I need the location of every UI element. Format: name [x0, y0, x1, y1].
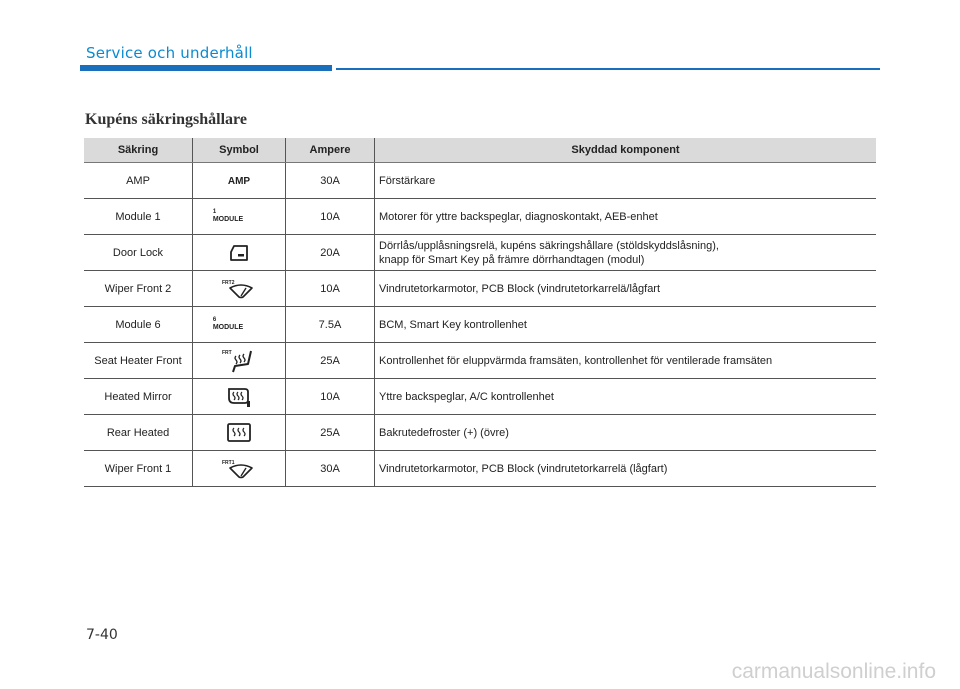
fuse-ampere: 30A: [286, 163, 375, 199]
fuse-ampere: 20A: [286, 235, 375, 271]
heated-mirror-icon: [225, 386, 253, 408]
module-text: MODULE: [212, 216, 244, 223]
table-row: [84, 415, 876, 451]
component-line: Förstärkare: [379, 174, 436, 187]
table-row: [84, 163, 876, 199]
component-line: Dörrlås/upplåsningsrelä, kupéns säkringshållare (stöldskyddslåsning),: [379, 239, 719, 252]
seat-heater-icon: [221, 348, 257, 374]
fuse-component: [375, 379, 877, 415]
table-row: [84, 307, 876, 343]
fuse-name: Seat Heater Front: [84, 343, 193, 379]
table-row: [84, 271, 876, 307]
fuse-name: Door Lock: [84, 235, 193, 271]
component-line: Kontrollenhet för eluppvärmda framsäten, kontrollenhet för ventilerade framsäten: [379, 354, 773, 367]
fuse-component: [375, 235, 877, 271]
module-label: [213, 209, 243, 223]
component-line: Bakrutedefroster (+) (övre): [379, 426, 509, 439]
column-header-component: Skyddad komponent: [375, 138, 877, 163]
fuse-symbol: [193, 343, 286, 379]
page-number: 7-40: [86, 627, 118, 643]
table-row: [84, 199, 876, 235]
wiper-icon: [221, 278, 257, 300]
rear-defrost-icon: [225, 422, 253, 444]
component-line: Vindrutetorkarmotor, PCB Block (vindrutetorkarrelä/lågfart: [379, 282, 661, 295]
wiper-tag: FRT2: [222, 279, 235, 286]
fuse-component: [375, 343, 877, 379]
fuse-ampere: 30A: [286, 451, 375, 487]
fuse-name: AMP: [84, 163, 193, 199]
fuse-symbol: [193, 199, 286, 235]
column-header-ampere: Ampere: [286, 138, 375, 163]
column-header-fuse: Säkring: [84, 138, 193, 163]
module-number: 1: [212, 209, 217, 215]
fuse-name: Module 6: [84, 307, 193, 343]
door-lock-icon: [228, 244, 250, 262]
wiper-tag: FRT1: [222, 459, 235, 466]
watermark-text: carmanualsonline.info: [731, 660, 936, 683]
table-row: [84, 379, 876, 415]
column-header-symbol: Symbol: [193, 138, 286, 163]
component-line: Motorer för yttre backspeglar, diagnoskontakt, AEB-enhet: [379, 210, 658, 223]
module-label: [213, 317, 243, 331]
wiper-icon: [221, 458, 257, 480]
fuse-table: [84, 138, 876, 487]
fuse-symbol: [193, 235, 286, 271]
section-title: Service och underhåll: [86, 44, 253, 62]
table-header-row: [84, 138, 876, 163]
seat-heater-tag: FRT: [222, 349, 232, 356]
module-number: 6: [212, 317, 217, 323]
fuse-symbol: [193, 307, 286, 343]
fuse-ampere: 7.5A: [286, 307, 375, 343]
fuse-symbol: [193, 415, 286, 451]
fuse-ampere: 10A: [286, 271, 375, 307]
component-line: BCM, Smart Key kontrollenhet: [379, 318, 527, 331]
component-line: Vindrutetorkarmotor, PCB Block (vindrutetorkarrelä (lågfart): [379, 462, 668, 475]
fuse-component: [375, 415, 877, 451]
fuse-name: Wiper Front 2: [84, 271, 193, 307]
fuse-ampere: 25A: [286, 415, 375, 451]
component-line: knapp för Smart Key på främre dörrhandtagen (modul): [379, 253, 645, 266]
fuse-name: Heated Mirror: [84, 379, 193, 415]
amp-label: AMP: [227, 175, 251, 187]
fuse-component: [375, 163, 877, 199]
table-row: [84, 343, 876, 379]
fuse-ampere: 25A: [286, 343, 375, 379]
page-heading: Kupéns säkringshållare: [85, 111, 247, 128]
fuse-symbol: [193, 163, 286, 199]
fuse-component: [375, 199, 877, 235]
header-rule-thin: [336, 68, 880, 70]
table-row: [84, 451, 876, 487]
fuse-name: Wiper Front 1: [84, 451, 193, 487]
fuse-symbol: [193, 451, 286, 487]
fuse-name: Module 1: [84, 199, 193, 235]
fuse-component: [375, 271, 877, 307]
fuse-ampere: 10A: [286, 199, 375, 235]
header-rule-thick: [80, 65, 332, 71]
fuse-component: [375, 307, 877, 343]
component-line: Yttre backspeglar, A/C kontrollenhet: [379, 390, 554, 403]
table-row: [84, 235, 876, 271]
fuse-symbol: [193, 271, 286, 307]
module-text: MODULE: [212, 324, 244, 331]
fuse-ampere: 10A: [286, 379, 375, 415]
fuse-symbol: [193, 379, 286, 415]
fuse-name: Rear Heated: [84, 415, 193, 451]
fuse-component: [375, 451, 877, 487]
